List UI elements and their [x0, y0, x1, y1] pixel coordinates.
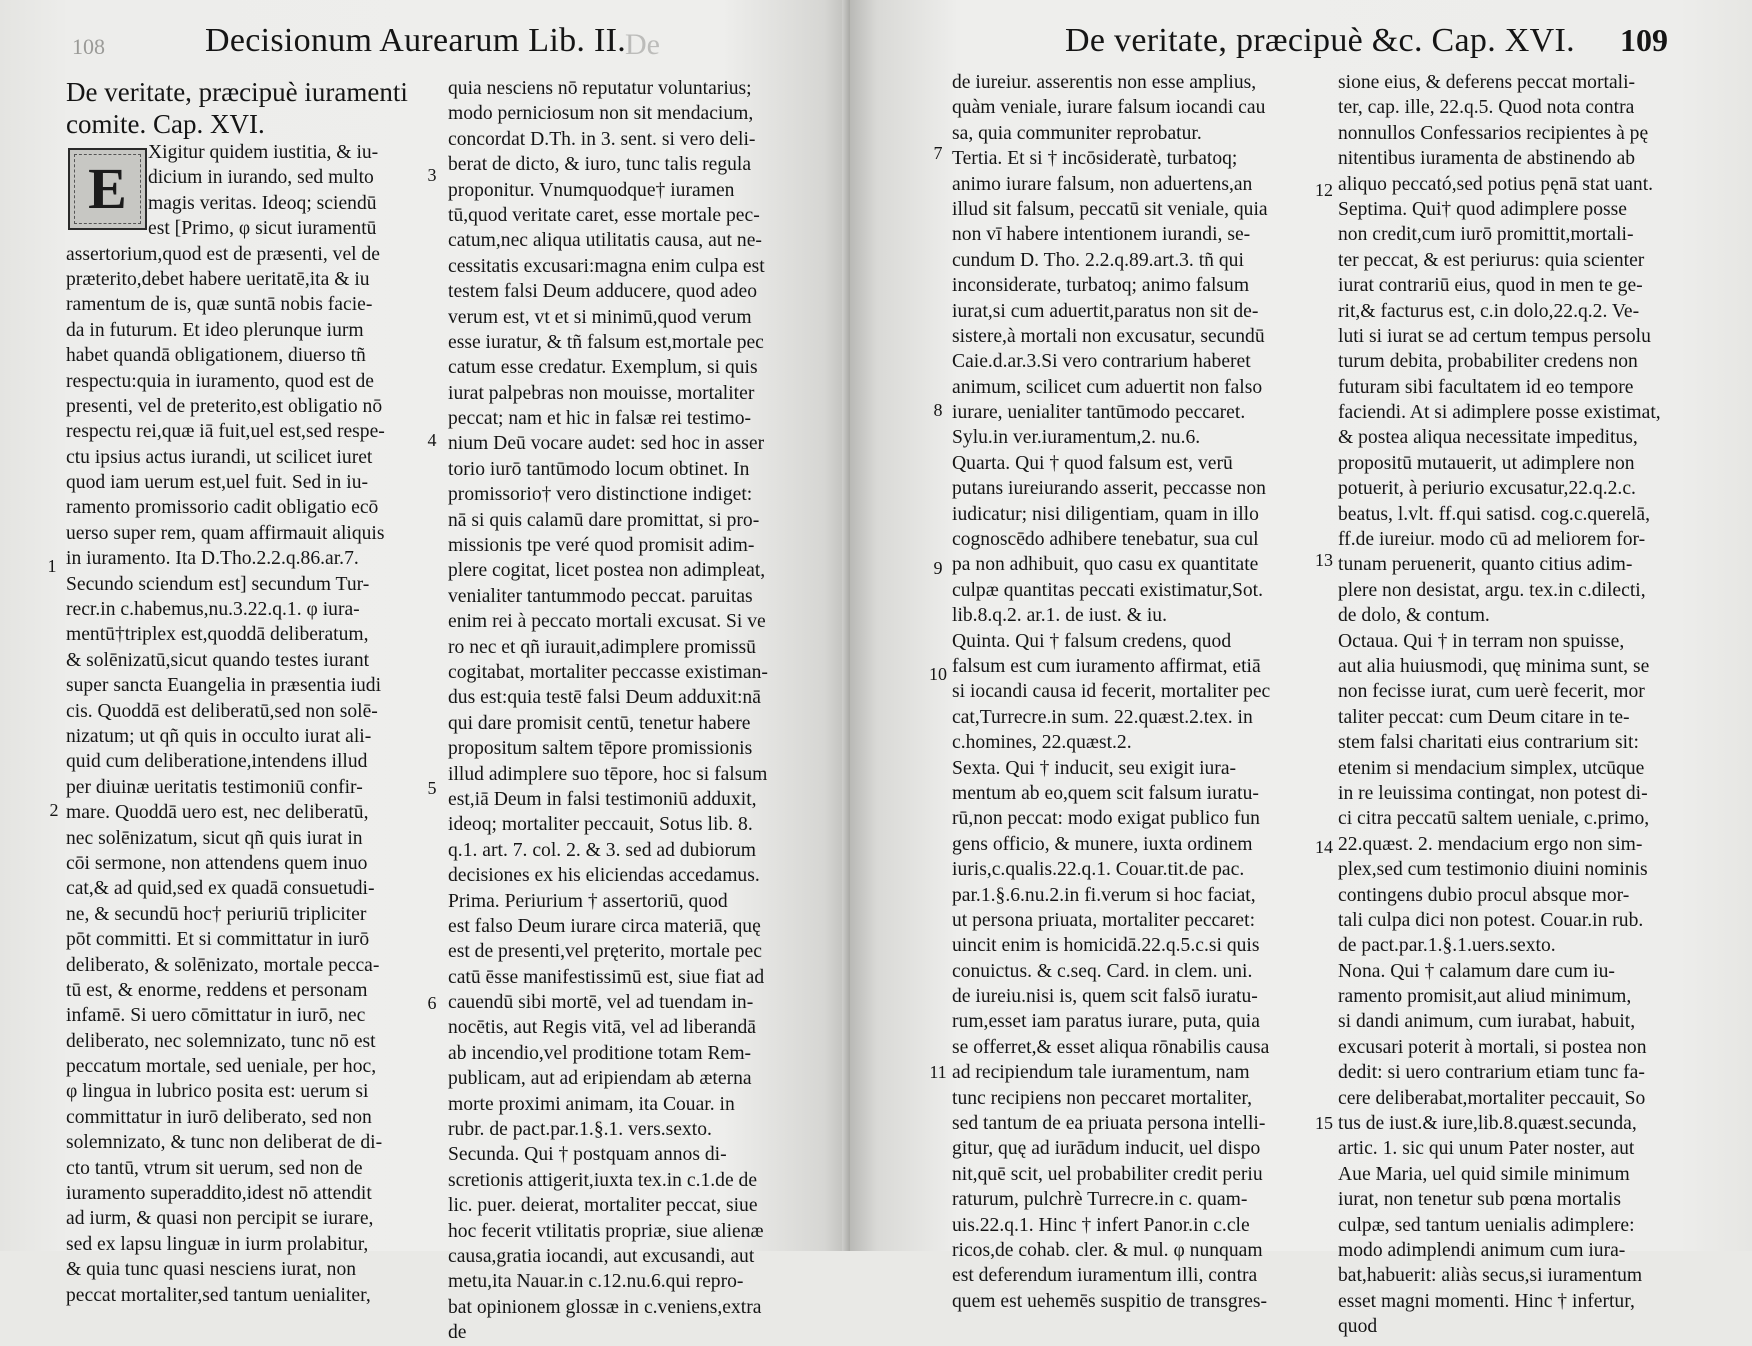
- text-line: tus de iust.& iure,lib.8.quæst.secunda,: [1338, 1113, 1637, 1135]
- text-line: de pact.par.1.§.1.uers.sexto.: [1338, 935, 1556, 957]
- text-line: enim rei à peccato mortali excusat. Si ve: [448, 611, 766, 633]
- text-line: nā si quis calamū dare promittat, si pro-: [448, 509, 760, 531]
- text-line: dicium in iurando, sed multo: [148, 167, 374, 189]
- text-line: propositū mutauerit, ut adimplere non: [1338, 452, 1635, 474]
- text-line: respectu:quia in iuramento, quod est de: [66, 370, 374, 392]
- text-line: artic. 1. sic qui unum Pater noster, aut: [1338, 1138, 1635, 1160]
- text-line: de: [448, 1322, 467, 1344]
- text-line: etenim si mendacium simplex, utcūque: [1338, 757, 1645, 779]
- text-line: culpæ, sed tantum uenialis adimplere:: [1338, 1214, 1635, 1236]
- text-line: cere deliberabat,mortaliter peccauit, So: [1338, 1087, 1646, 1109]
- text-line: nitentibus iuramenta de abstinendo ab: [1338, 148, 1636, 170]
- margin-number: 13: [1315, 550, 1333, 570]
- text-line: Caie.d.ar.3.Si vero contrarium haberet: [952, 351, 1251, 373]
- margin-number: 8: [933, 400, 943, 420]
- text-line: cto tantū, vtrum sit uerum, sed non de: [66, 1157, 363, 1179]
- text-line: ramentum de is, quæ suntā nobis facie-: [66, 294, 373, 316]
- text-line: Tertia. Et si † incōsideratè, turbatoq;: [952, 148, 1238, 170]
- text-line: de iureiur. asserentis non esse amplius,: [952, 72, 1257, 93]
- text-line: de dolo, & contum.: [1338, 605, 1490, 627]
- text-line: uis.22.q.1. Hinc † infert Panor.in c.cle: [952, 1214, 1250, 1236]
- text-line: sione eius, & deferens peccat mortali-: [1338, 72, 1636, 93]
- text-line: se offerret,& esset aliqua rōnabilis causa: [952, 1036, 1270, 1058]
- margin-number: 6: [427, 993, 437, 1013]
- text-line: Sexta. Qui † inducit, seu exigit iura-: [952, 757, 1237, 779]
- text-line: per diuinæ ueritatis testimoniū confir-: [66, 776, 363, 798]
- text-line: qui dare promisit centū, tenetur habere: [448, 712, 751, 734]
- text-line: cōi sermone, non attendens quem inuo: [66, 852, 368, 874]
- text-line: dus est:quia testē falsi Deum adduxit:nā: [448, 687, 761, 709]
- text-line: solemnizato, & tunc non deliberat de di-: [66, 1132, 383, 1154]
- text-line: non vī habere intentionem iurandi, se-: [952, 224, 1251, 246]
- left-running-header: Decisionum Aurearum Lib. II.: [205, 22, 627, 59]
- text-line: ab incendio,vel proditione totam Rem-: [448, 1042, 752, 1064]
- text-line: stem falsi charitati eius contrarium sit:: [1338, 732, 1639, 754]
- text-line: & postea aliqua necessitate impeditus,: [1338, 427, 1638, 449]
- text-line: rū,non peccat: modo exigat publico fun: [952, 808, 1260, 830]
- text-line: hoc fecerit vtilitatis propriæ, siue alienæ: [448, 1220, 764, 1242]
- text-line: mentū†triplex est,quoddā deliberatum,: [66, 624, 369, 646]
- text-line: Sylu.in ver.iuramentum,2. nu.6.: [952, 427, 1201, 449]
- text-line: metu,ita Nauar.in c.12.nu.6.qui repro-: [448, 1271, 744, 1293]
- text-line: taliter peccat: cum Deum citare in te-: [1338, 706, 1630, 728]
- text-line: berat de dicto, & iuro, tunc talis regula: [448, 154, 752, 176]
- margin-number: 3: [427, 165, 437, 185]
- text-line: est deferendum iuramentum illi, contra: [952, 1265, 1258, 1287]
- text-line: nocētis, aut Regis vitā, vel ad liberandā: [448, 1017, 756, 1039]
- text-line: Octaua. Qui † in terram non spuisse,: [1338, 630, 1625, 652]
- text-line: iurat contrariū eius, quod in men te ge-: [1338, 275, 1643, 297]
- text-line: ideoq; mortaliter peccauit, Sotus lib. 8.: [448, 814, 753, 836]
- text-line: lic. puer. deierat, mortaliter peccat, siue: [448, 1195, 758, 1217]
- text-line: si dandi animum, cum iurabat, habuit,: [1338, 1011, 1636, 1033]
- text-line: tali culpa dici non potest. Couar.in rub.: [1338, 909, 1644, 931]
- text-line: par.1.§.6.nu.2.in fi.verum si hoc faciat,: [952, 884, 1256, 906]
- text-line: presenti, vel de preterito,est obligatio nō: [66, 395, 383, 417]
- text-line: iurare, uenialiter tantūmodo peccaret.: [952, 402, 1246, 424]
- margin-number: 14: [1315, 837, 1333, 857]
- text-line: infamē. Si uero cōmittatur in iurō, nec: [66, 1005, 366, 1027]
- right-column-1: [952, 70, 1302, 1314]
- text-line: sed tantum de ea priuata persona intelli-: [952, 1113, 1266, 1135]
- text-line: ff.de iureiur. modo cū ad meliorem for-: [1338, 529, 1646, 551]
- text-line: in iuramento. Ita D.Tho.2.2.q.86.ar.7.: [66, 548, 359, 570]
- text-line: excusari poterit à mortali, si postea non: [1338, 1036, 1647, 1058]
- text-line: Secundo sciendum est] secundum Tur-: [66, 573, 370, 595]
- text-line: ter, cap. ille, 22.q.5. Quod nota contra: [1338, 97, 1635, 119]
- text-line: contingens dubio procul absque mor-: [1338, 884, 1630, 906]
- text-line: committatur in iurō deliberato, sed non: [66, 1106, 372, 1128]
- left-page: [0, 0, 850, 1344]
- text-line: si iocandi causa id fecerit, mortaliter pec: [952, 681, 1271, 703]
- text-line: scretionis attigerit,iuxta tex.in c.1.de de: [448, 1169, 758, 1191]
- text-line: pa non adhibuit, quo casu ex quantitate: [952, 554, 1259, 576]
- text-line: iurat, non tenetur sub pœna mortalis: [1338, 1189, 1621, 1211]
- text-line: peccatum mortale, sed ueniale, per hoc,: [66, 1056, 377, 1078]
- text-line: modo adimplendi animum cum iura-: [1338, 1239, 1626, 1261]
- text-line: in re leuissima contingat, non potest di-: [1338, 782, 1648, 804]
- text-line: conuictus. & c.seq. Card. in clem. uni.: [952, 960, 1253, 982]
- text-line: magis veritas. Ideoq; sciendū: [148, 192, 377, 214]
- text-line: cat,Turrecre.in sum. 22.quæst.2.tex. in: [952, 706, 1253, 728]
- text-line: potuerit, à periurio excusatur,22.q.2.c.: [1338, 478, 1636, 500]
- text-line: animum, scilicet cum aduertit non falso: [952, 376, 1263, 398]
- text-line: turum debita, probabiliter credens non: [1338, 351, 1638, 373]
- text-line: iurat,si cum aduertit,paratus non sit de-: [952, 300, 1259, 322]
- text-line: sistere,à mortali non excusatur, secundū: [952, 325, 1265, 347]
- text-line: & quia tunc quasi nesciens iurat, non: [66, 1259, 357, 1281]
- text-line: Prima. Periurium † assertoriū, quod: [448, 890, 728, 912]
- text-line: illud adimplere suo tēpore, hoc si falsum: [448, 763, 768, 785]
- text-line: ut persona priuata, mortaliter peccaret:: [952, 909, 1256, 931]
- chapter-heading-line: De veritate, præcipuè iuramenti: [66, 77, 408, 107]
- right-page: [850, 0, 1752, 1338]
- text-line: assertorium,quod est de præsenti, vel de: [66, 243, 380, 265]
- text-line: ramento promissorio cadit obligatio ecō: [66, 497, 379, 519]
- text-line: plere cogitat, licet postea non adimpleat,: [448, 560, 766, 582]
- text-line: gitur, quę ad iurādum inducit, uel dispo: [952, 1138, 1261, 1160]
- margin-number: 1: [47, 556, 57, 576]
- text-line: venialiter tantummodo peccat. paruitas: [448, 585, 753, 607]
- text-line: φ lingua in lubrico posita est: uerum si: [66, 1081, 369, 1103]
- text-line: ad recipiendum tale iuramentum, nam: [952, 1062, 1250, 1084]
- text-line: sa, quia communiter reprobatur.: [952, 122, 1202, 144]
- text-line: gens officio, & munere, iuxta ordinem: [952, 833, 1253, 855]
- text-line: super sancta Euangelia in præsentia iudi: [66, 675, 382, 697]
- text-line: præterito,debet habere ueritatē,ita & iu: [66, 268, 370, 290]
- text-line: quod: [1338, 1316, 1378, 1338]
- text-line: culpæ quantitas peccati existimatur,Sot.: [952, 579, 1264, 601]
- text-line: quem est uehemēs suspitio de transgres-: [952, 1290, 1268, 1312]
- text-line: faciendi. At si adimplere posse existimat,: [1338, 402, 1661, 424]
- text-line: ro nec et qñ iurauit,adimplere promissū: [448, 636, 756, 658]
- text-line: non credit,cum iurō promittit,mortali-: [1338, 224, 1634, 246]
- text-line: uincit enim is homicidā.22.q.5.c.si quis: [952, 935, 1260, 957]
- right-folio: 109: [1620, 22, 1668, 58]
- text-line: nizatum; ut qñ quis in occulto iurat ali-: [66, 725, 372, 747]
- left-column-2: [448, 76, 798, 1346]
- text-line: iuramento superaddito,idest nō attendit: [66, 1183, 372, 1205]
- text-line: dedit: si uero contrarium etiam tunc fa-: [1338, 1062, 1645, 1084]
- text-line: pōt committi. Et si committatur in iurō: [66, 929, 370, 951]
- text-line: tunc recipiens non peccaret mortaliter,: [952, 1087, 1253, 1109]
- text-line: Secunda. Qui † postquam annos di-: [448, 1144, 727, 1166]
- text-line: catum esse credatur. Exemplum, si quis: [448, 357, 758, 379]
- text-line: inconsiderate, turbatoq; animo falsum: [952, 275, 1250, 297]
- margin-number: 2: [49, 800, 59, 820]
- text-line: quia nesciens nō reputatur voluntarius;: [448, 78, 752, 99]
- text-line: peccat mortaliter,sed tantum uenialiter,: [66, 1284, 371, 1306]
- text-line: quid cum deliberatione,intendens illud: [66, 751, 368, 773]
- text-line: iurat palpebras non mouisse, mortaliter: [448, 382, 755, 404]
- text-line: morte proximi animam, ita Couar. in: [448, 1093, 735, 1115]
- left-column-1: [66, 76, 418, 1308]
- text-line: catū ēsse manifestissimū est, siue fiat ad: [448, 966, 765, 988]
- text-line: nonnullos Confessarios recipientes à pę: [1338, 122, 1649, 144]
- right-running-header: De veritate, præcipuè &c. Cap. XVI.: [1065, 22, 1575, 59]
- text-line: publicam, aut ad eripiendam ab æterna: [448, 1068, 752, 1090]
- text-line: de iureiu.nisi is, quem scit falsō iuratu-: [952, 986, 1258, 1008]
- margin-number: 5: [427, 778, 437, 798]
- text-line: sed ex lapsu linguæ in iurm prolabitur,: [66, 1233, 369, 1255]
- text-line: rubr. de pact.par.1.§.1. vers.sexto.: [448, 1119, 712, 1141]
- text-line: Nona. Qui † calamum dare cum iu-: [1338, 960, 1615, 982]
- text-line: plere non desistat, argu. tex.in c.dilecti,: [1338, 579, 1646, 601]
- text-line: aut alia huiusmodi, quę minima sunt, se: [1338, 655, 1650, 677]
- text-line: ctu ipsius actus iurandi, ut scilicet iuret: [66, 446, 373, 468]
- text-line: ter peccat, & est periurus: quia scienter: [1338, 249, 1645, 271]
- text-line: verum est, vt et si minimū,quod verum: [448, 306, 752, 328]
- margin-number: 15: [1315, 1113, 1333, 1133]
- text-line: est,iā Deum in falsi testimoniū adduxit,: [448, 788, 757, 810]
- text-line: Septima. Qui† quod adimplere posse: [1338, 198, 1627, 220]
- margin-number: 11: [929, 1062, 947, 1082]
- text-line: putans iureiurando asserit, peccasse non: [952, 478, 1266, 500]
- text-line: decisiones ex his eliciendas accedamus.: [448, 865, 760, 887]
- text-line: tū,quod veritate caret, esse mortale pec-: [448, 204, 760, 226]
- text-line: tunam peruenerit, quanto citius adim-: [1338, 554, 1633, 576]
- text-line: da in futurum. Et ideo plerunque iurm: [66, 319, 364, 341]
- text-line: beatus, l.vlt. ff.qui satisd. cog.c.querelā,: [1338, 503, 1650, 525]
- margin-number: 4: [427, 430, 437, 450]
- text-line: quàm veniale, iurare falsum iocandi cau: [952, 97, 1266, 119]
- text-line: bat opinionem glossæ in c.veniens,extra: [448, 1296, 762, 1318]
- text-line: esset magni momenti. Hinc † infertur,: [1338, 1290, 1635, 1312]
- text-line: peccat; nam et hic in falsæ rei testimo-: [448, 408, 752, 430]
- text-line: Quarta. Qui † quod falsum est, verū: [952, 452, 1233, 474]
- text-line: nium Deū vocare audet: sed hoc in asser: [448, 433, 765, 455]
- text-line: iuris,c.qualis.22.q.1. Couar.tit.de pac.: [952, 859, 1245, 881]
- text-line: ci citra peccatū saltem ueniale, c.primo,: [1338, 808, 1650, 830]
- text-line: cauendū sibi mortē, vel ad tuendam in-: [448, 992, 754, 1014]
- text-line: esse iuratur, & tñ falsum est,mortale pec: [448, 331, 764, 353]
- text-line: luti si iurat se ad certum tempus persolu: [1338, 325, 1651, 347]
- left-folio: 108: [72, 34, 105, 59]
- text-line: respectu rei,quæ iā fuit,uel est,sed respe-: [66, 421, 385, 443]
- text-line: rum,esset iam paratus iurare, puta, quia: [952, 1011, 1260, 1033]
- text-line: cat,& ad quid,sed ex quadā consuetudi-: [66, 878, 375, 900]
- text-line: nit,quē scit, uel probabiliter credit periu: [952, 1163, 1263, 1185]
- text-line: plex,sed cum testimonio diuini nominis: [1338, 859, 1648, 881]
- text-line: animo iurare falsum, non aduertens,an: [952, 173, 1253, 195]
- text-line: falsum est cum iuramento affirmat, etiā: [952, 655, 1261, 677]
- text-line: proponitur. Vnumquodque† iuramen: [448, 179, 735, 201]
- text-line: Quinta. Qui † falsum credens, quod: [952, 630, 1232, 652]
- text-line: bat,habuerit: aliàs secus,si iuramentum: [1338, 1265, 1643, 1287]
- right-column-2: [1338, 70, 1690, 1340]
- text-line: torio iurō tantūmodo locum obtinet. In: [448, 458, 750, 480]
- text-line: c.homines, 22.quæst.2.: [952, 732, 1132, 754]
- text-line: cis. Quoddā est deliberatū,sed non solē-: [66, 700, 378, 722]
- text-line: uerso super rem, quam affirmauit aliquis: [66, 522, 385, 544]
- text-line: cogitabat, mortaliter peccasse existiman-: [448, 661, 768, 683]
- text-line: habet quandā obligationem, diuerso tñ: [66, 345, 366, 367]
- margin-number: 12: [1315, 180, 1333, 200]
- text-line: 22.quæst. 2. mendacium ergo non sim-: [1338, 833, 1643, 855]
- text-line: mare. Quoddā uero est, nec deliberatū,: [66, 802, 369, 824]
- text-line: Aue Maria, uel quid simile minimum: [1338, 1163, 1630, 1185]
- text-line: est de presenti,vel pręterito, mortale pec: [448, 941, 762, 963]
- text-line: est falso Deum iurare circa materiā, quę: [448, 915, 761, 937]
- text-line: nec solēnizatum, sicut qñ quis iurat in: [66, 827, 363, 849]
- text-line: catum,nec aliqua utilitatis causa, aut ne-: [448, 230, 762, 252]
- text-line: tū est, & enorme, reddens et personam: [66, 979, 368, 1001]
- margin-number: 7: [933, 143, 943, 163]
- text-line: ne, & secundū hoc† periuriū tripliciter: [66, 903, 367, 925]
- margin-number: 9: [933, 558, 943, 578]
- text-line: concordat D.Th. in 3. sent. si vero deli-: [448, 128, 756, 150]
- text-line: testem falsi Deum adducere, quod adeo: [448, 281, 758, 303]
- text-line: q.1. art. 7. col. 2. & 3. sed ad dubiorum: [448, 839, 757, 861]
- text-line: est [Primo, φ sicut iuramentū: [148, 218, 377, 240]
- decorated-initial-letter: E: [68, 148, 147, 230]
- text-line: ricos,de cohab. cler. & mul. φ nunquam: [952, 1239, 1263, 1261]
- text-line: raturum, pulchrè Turrecre.in c. quam-: [952, 1189, 1248, 1211]
- text-line: propositum saltem tēpore promissionis: [448, 738, 753, 760]
- text-line: illud sit falsum, peccatū sit veniale, quia: [952, 198, 1268, 220]
- margin-number: 10: [929, 664, 947, 684]
- text-line: causa,gratia iocandi, aut excusandi, aut: [448, 1245, 755, 1267]
- bleed-through-text: De: [625, 28, 660, 61]
- text-line: mentum ab eo,quem scit falsum iuratu-: [952, 782, 1259, 804]
- text-line: missionis tpe veré quod promisit adim-: [448, 535, 755, 557]
- text-line: non fecisse iurat, cum uerè fecerit, mor: [1338, 681, 1645, 703]
- text-line: deliberato, & solēnizato, mortale pecca-: [66, 954, 380, 976]
- text-line: cognoscēdo adhibere tenebatur, sua cul: [952, 529, 1259, 551]
- text-line: quod iam uerum est,uel fuit. Sed in iu-: [66, 472, 369, 494]
- text-line: recr.in c.habemus,nu.3.22.q.1. φ iura-: [66, 599, 360, 621]
- text-line: deliberato, nec solemnizato, tunc nō est: [66, 1030, 376, 1052]
- text-line: Xigitur quidem iustitia, & iu-: [148, 142, 379, 163]
- text-line: promissorio† vero distinctione indiget:: [448, 484, 753, 506]
- text-line: cundum D. Tho. 2.2.q.89.art.3. tñ qui: [952, 249, 1244, 271]
- text-line: aliquo peccató,sed potius pęnā stat uant.: [1338, 173, 1654, 195]
- text-line: iudicatur; nisi diligentiam, quam in illo: [952, 503, 1259, 525]
- text-line: & solēnizatū,sicut quando testes iurant: [66, 649, 370, 671]
- text-line: lib.8.q.2. ar.1. de iust. & iu.: [952, 605, 1167, 627]
- text-line: rit,& facturus est, c.in dolo,22.q.2. Ve-: [1338, 300, 1640, 322]
- text-line: cessitatis excusari:magna enim culpa est: [448, 255, 765, 277]
- text-line: ramento promisit,aut aliud minimum,: [1338, 986, 1632, 1008]
- text-line: modo perniciosum non sit mendacium,: [448, 103, 754, 125]
- text-line: ad iurm, & quasi non percipit se iurare,: [66, 1208, 374, 1230]
- chapter-heading-line: comite. Cap. XVI.: [66, 109, 265, 139]
- text-line: futuram sibi facultatem id eo tempore: [1338, 376, 1634, 398]
